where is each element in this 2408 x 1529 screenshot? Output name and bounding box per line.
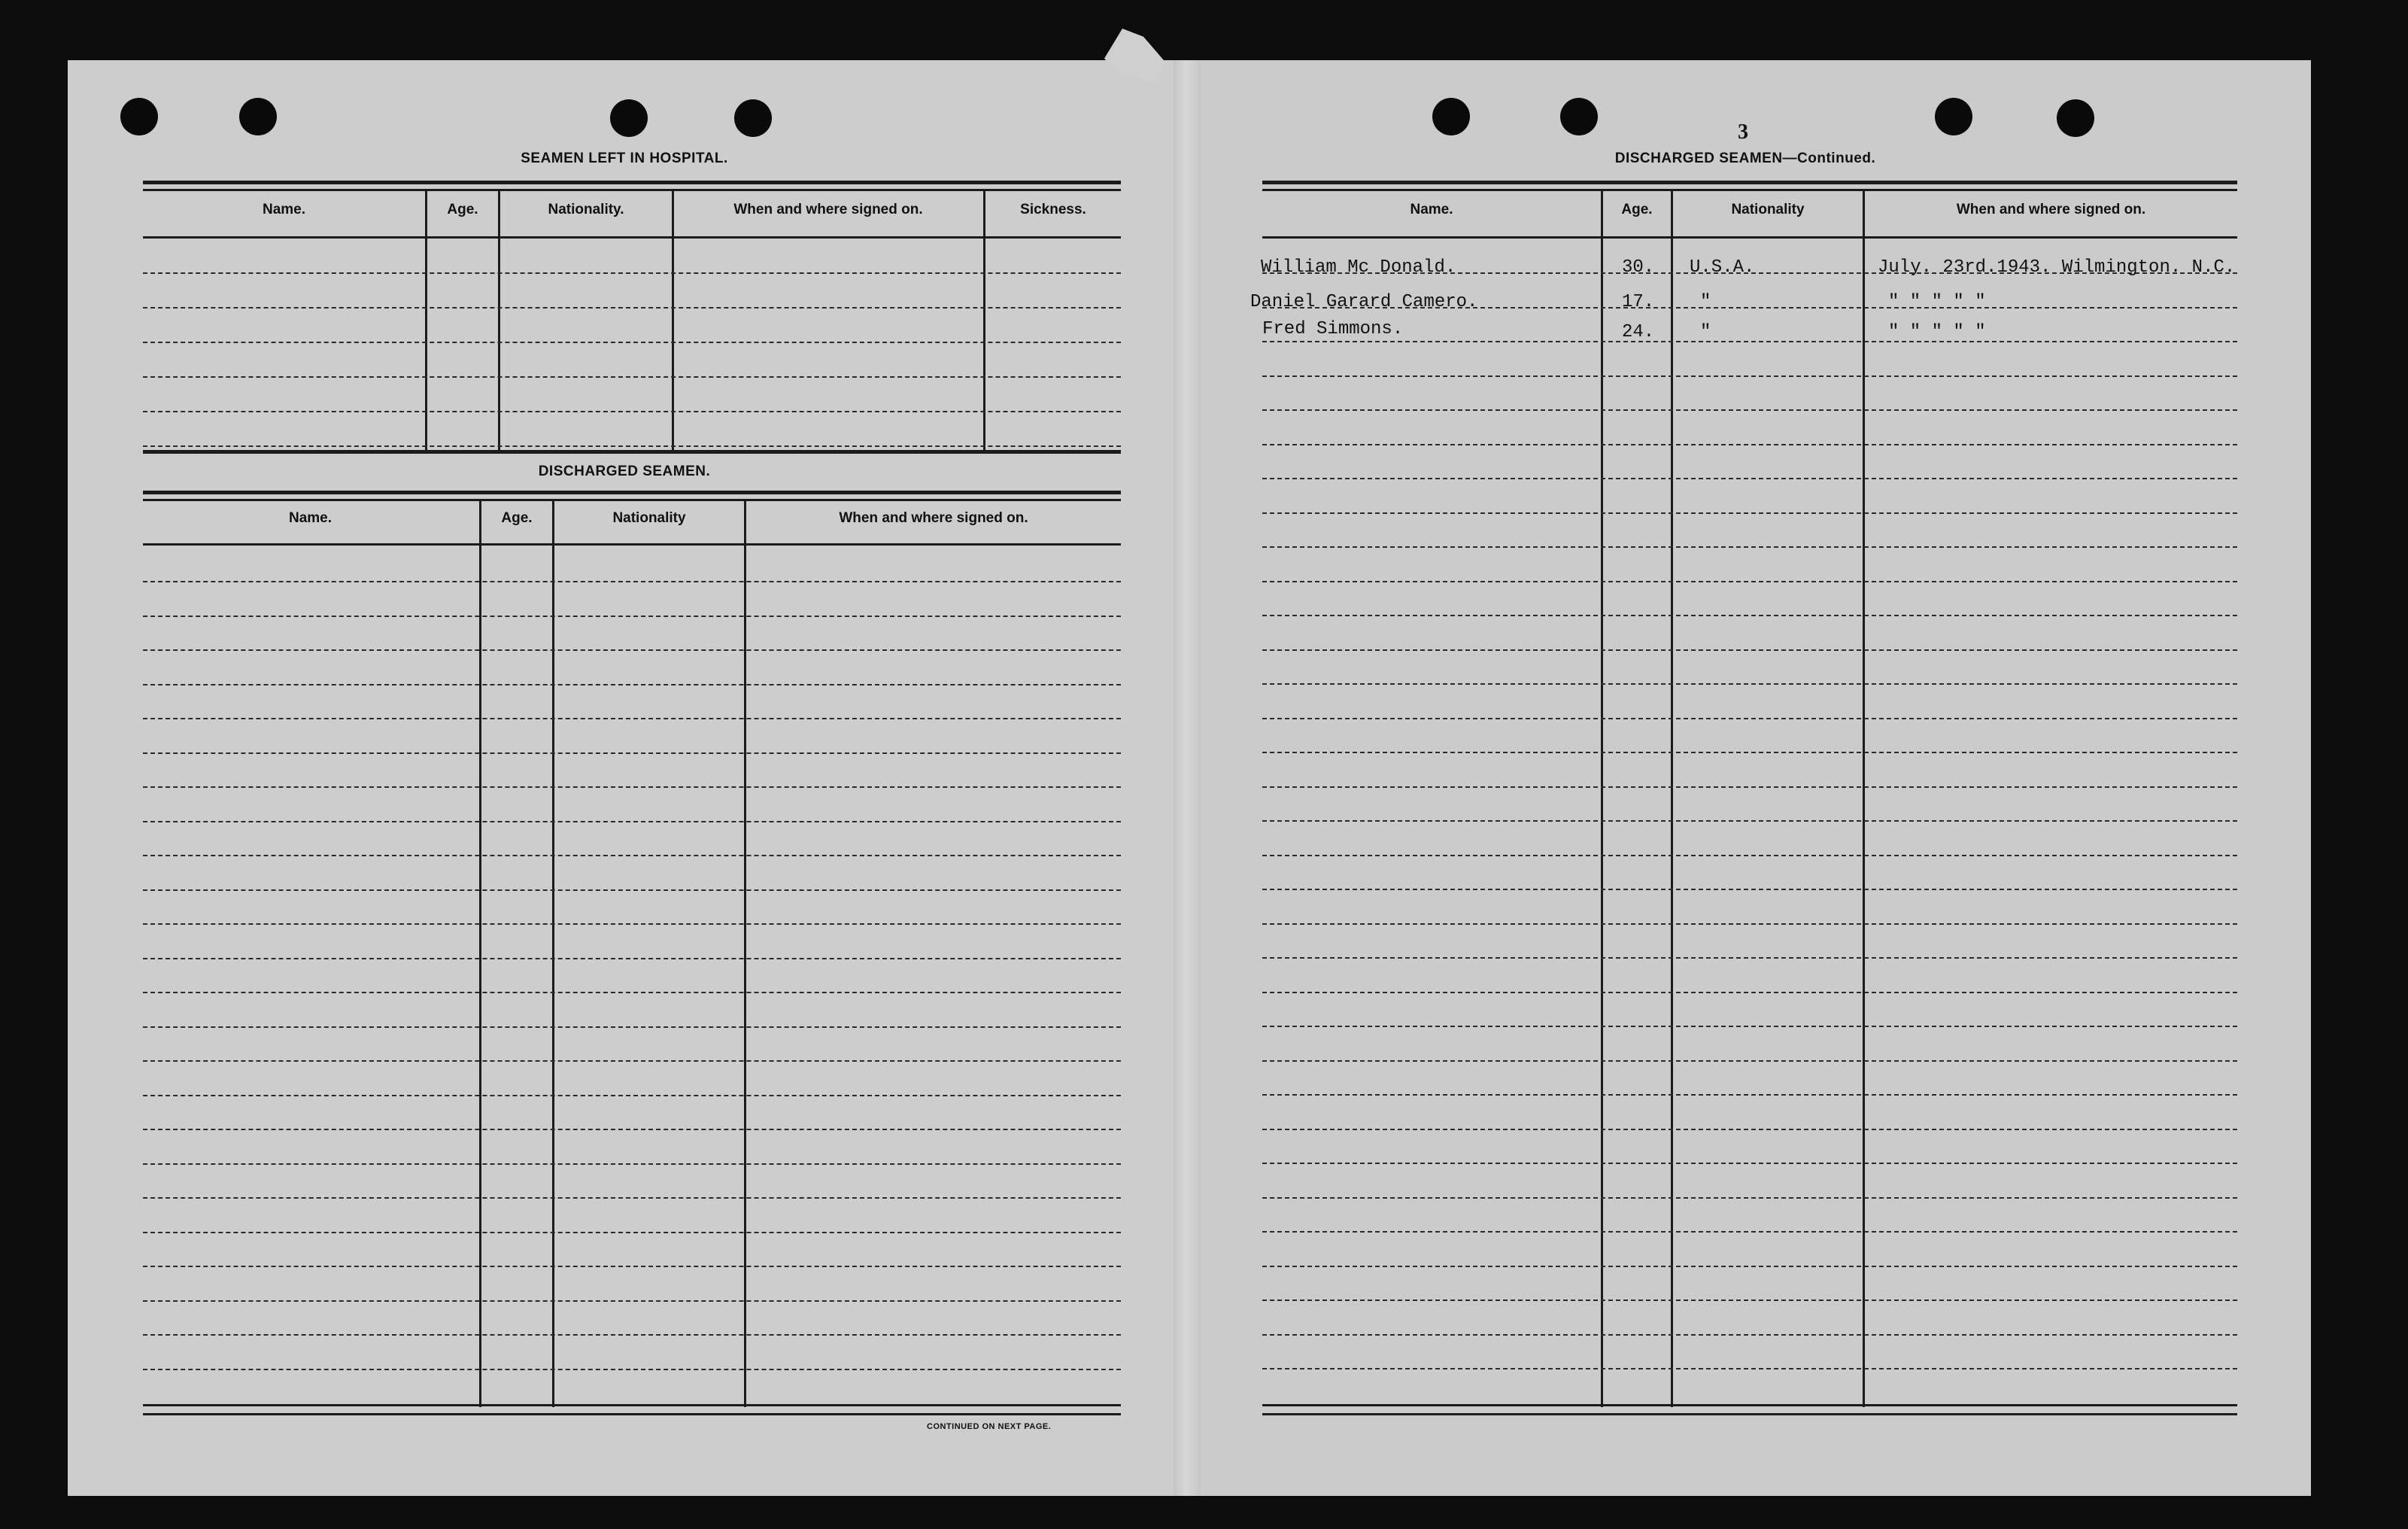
ruled-line — [143, 1197, 1121, 1199]
punch-hole — [239, 98, 277, 135]
ruled-line — [143, 1129, 1121, 1130]
punch-hole — [1560, 98, 1598, 135]
ruled-line — [1262, 889, 2237, 890]
ruled-line — [1262, 1299, 2237, 1301]
table-rule — [1262, 1404, 2237, 1406]
ruled-line — [143, 958, 1121, 959]
ruled-line — [143, 1095, 1121, 1096]
ruled-line — [143, 752, 1121, 754]
table-rule — [143, 189, 1121, 191]
ruled-line — [143, 272, 1121, 274]
ruled-line — [143, 376, 1121, 378]
hospital-section-title: SEAMEN LEFT IN HOSPITAL. — [521, 150, 728, 166]
column-divider — [552, 500, 554, 1407]
page-number: 3 — [1738, 120, 1748, 144]
ruled-line — [143, 1334, 1121, 1336]
table-rule — [143, 1404, 1121, 1406]
ruled-line — [1262, 752, 2237, 753]
ruled-line — [143, 718, 1121, 719]
discharged-section-title: DISCHARGED SEAMEN. — [538, 464, 711, 479]
ruled-line — [1262, 855, 2237, 856]
table-rule — [143, 499, 1121, 501]
ruled-line — [143, 923, 1121, 925]
hospital-col-name: Name. — [262, 202, 306, 217]
row-signed-on: " " " " " — [1888, 322, 1986, 342]
ruled-line — [1262, 615, 2237, 616]
punch-hole — [2057, 99, 2094, 137]
ruled-line — [1262, 992, 2237, 993]
ruled-line — [1262, 478, 2237, 479]
ruled-line — [143, 342, 1121, 343]
column-divider — [1863, 190, 1865, 1407]
ruled-line — [1262, 683, 2237, 685]
ruled-line — [143, 889, 1121, 891]
ruled-line — [143, 1163, 1121, 1165]
ruled-line — [1262, 1266, 2237, 1267]
ruled-line — [143, 821, 1121, 822]
row-name: Daniel Garard Camero. — [1250, 292, 1478, 312]
row-nationality: " — [1700, 292, 1711, 312]
ruled-line — [143, 786, 1121, 788]
discharged-col-nationality: Nationality — [612, 510, 686, 526]
hospital-col-nationality: Nationality. — [548, 202, 624, 217]
row-name: William Mc Donald. — [1261, 257, 1456, 278]
ruled-line — [143, 1232, 1121, 1233]
ruled-line — [143, 616, 1121, 617]
column-divider — [744, 500, 746, 1407]
row-nationality: U.S.A. — [1690, 257, 1755, 278]
table-rule — [1262, 189, 2237, 191]
ruled-line — [1262, 718, 2237, 719]
ruled-line — [1262, 923, 2237, 925]
row-signed-on: July. 23rd.1943. Wilmington. N.C. — [1878, 257, 2236, 278]
ruled-line — [143, 1060, 1121, 1062]
right-col-name: Name. — [1410, 202, 1453, 217]
table-rule — [143, 543, 1121, 546]
table-rule — [143, 450, 1121, 454]
ruled-line — [143, 581, 1121, 582]
ruled-line — [143, 649, 1121, 651]
ruled-line — [1262, 1129, 2237, 1130]
ruled-line — [143, 855, 1121, 856]
ruled-line — [143, 1266, 1121, 1267]
row-nationality: " — [1700, 322, 1711, 342]
ruled-line — [1262, 341, 2237, 342]
ruled-line — [143, 992, 1121, 993]
ruled-line — [143, 1369, 1121, 1370]
ruled-line — [1262, 649, 2237, 651]
row-name: Fred Simmons. — [1262, 319, 1404, 339]
discharged-col-age: Age. — [501, 510, 533, 526]
ruled-line — [1262, 1368, 2237, 1369]
table-rule — [1262, 1413, 2237, 1415]
punch-hole — [120, 98, 158, 135]
ruled-line — [1262, 1197, 2237, 1199]
ruled-line — [1262, 1231, 2237, 1233]
table-rule — [143, 1413, 1121, 1415]
table-rule — [1262, 181, 2237, 184]
right-col-nationality: Nationality — [1731, 202, 1805, 217]
ruled-line — [143, 411, 1121, 412]
ruled-line — [1262, 1163, 2237, 1164]
ruled-line — [143, 1026, 1121, 1028]
row-age: 30. — [1622, 257, 1655, 278]
discharged-col-name: Name. — [288, 510, 333, 526]
ruled-line — [1262, 1060, 2237, 1062]
continued-note: CONTINUED ON NEXT PAGE. — [927, 1422, 1052, 1431]
punch-hole — [1432, 98, 1470, 135]
table-rule — [143, 236, 1121, 239]
ruled-line — [143, 684, 1121, 685]
ruled-line — [1262, 546, 2237, 548]
column-divider — [1601, 190, 1603, 1407]
ruled-line — [1262, 581, 2237, 582]
punch-hole — [734, 99, 772, 137]
ruled-line — [143, 1300, 1121, 1302]
binding-fold — [1174, 60, 1201, 1496]
ruled-line — [1262, 786, 2237, 788]
table-rule — [1262, 236, 2237, 239]
right-col-signed-on: When and where signed on. — [1956, 202, 2146, 217]
ruled-line — [1262, 1334, 2237, 1336]
ruled-line — [1262, 375, 2237, 377]
punch-hole — [610, 99, 648, 137]
table-rule — [143, 491, 1121, 494]
ruled-line — [1262, 1026, 2237, 1027]
left-page — [68, 60, 1187, 1496]
ruled-line — [1262, 512, 2237, 514]
ruled-line — [1262, 444, 2237, 445]
ruled-line — [1262, 409, 2237, 411]
column-divider — [1671, 190, 1673, 1407]
row-age: 17. — [1622, 292, 1655, 312]
table-rule — [143, 181, 1121, 184]
right-section-title: DISCHARGED SEAMEN—Continued. — [1614, 150, 1876, 166]
row-signed-on: " " " " " — [1888, 292, 1986, 312]
punch-hole — [1935, 98, 1972, 135]
row-age: 24. — [1622, 322, 1655, 342]
ruled-line — [143, 307, 1121, 309]
right-col-age: Age. — [1621, 202, 1653, 217]
hospital-col-age: Age. — [447, 202, 478, 217]
ruled-line — [1262, 820, 2237, 822]
column-divider — [479, 500, 481, 1407]
ruled-line — [1262, 1094, 2237, 1096]
ruled-line — [143, 445, 1121, 447]
ruled-line — [1262, 957, 2237, 959]
hospital-col-signed-on: When and where signed on. — [733, 202, 923, 217]
discharged-col-signed-on: When and where signed on. — [839, 510, 1028, 526]
hospital-col-sickness: Sickness. — [1020, 202, 1086, 217]
